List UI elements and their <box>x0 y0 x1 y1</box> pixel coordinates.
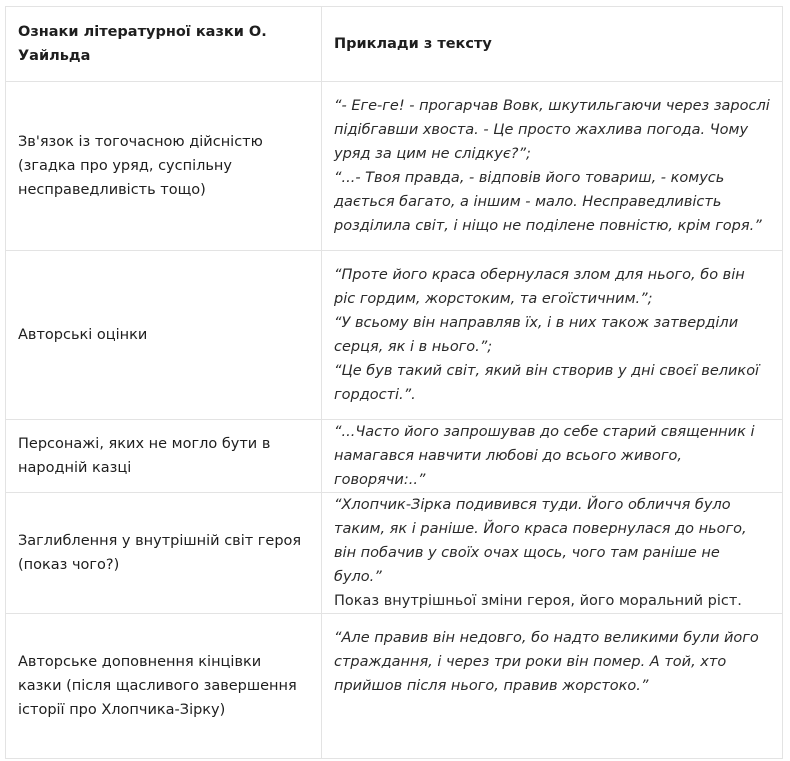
feature-cell: Авторське доповнення кінцівки казки (після щасливого завершення історії про Хлопчика-Зірку) <box>6 614 322 759</box>
example-quote: “- Еге-ге! - прогарчав Вовк, шкутильгаючи через зарослі підібгавши хвоста. - Це просто жахлива погода. Чому уряд за цим не слідкує?”; <box>334 98 770 162</box>
example-quote: “У всьому він направляв їх, і в них також затверділи серця, як і в нього.”; <box>334 315 739 355</box>
table-row <box>6 614 783 759</box>
feature-cell: Зв'язок із тогочасною дійсністю (згадка про уряд, суспільну несправедливість тощо) <box>6 82 322 251</box>
header-features: Ознаки літературної казки О. Уайльда <box>6 7 322 82</box>
example-cell <box>322 420 783 493</box>
feature-cell: Заглиблення у внутрішній світ героя (показ чого?) <box>6 493 322 614</box>
header-examples: Приклади з тексту <box>322 7 783 82</box>
example-quote: “...- Твоя правда, - відповів його товариш, - комусь дається багато, а іншим - мало. Несправедливість розділила світ, і ніщо не поділене повністю, крім горя.” <box>334 170 762 234</box>
features-table <box>5 6 783 759</box>
table-header-row <box>6 7 783 82</box>
table-row <box>6 82 783 251</box>
example-quote: “Але правив він недовго, бо надто великими були його страждання, і через три роки він помер. А той, хто прийшов після нього, правив жорстоко.” <box>334 630 759 694</box>
table-row <box>6 493 783 614</box>
feature-cell: Персонажі, яких не могло бути в народній казці <box>6 420 322 493</box>
example-quote: “...Часто його запрошував до себе старий священник і намагався навчити любові до всього живого, говорячи:..” <box>334 424 755 488</box>
example-cell <box>322 614 783 759</box>
example-quote: “Хлопчик-Зірка подивився туди. Його обличчя було таким, як і раніше. Його краса повернулася до нього, він побачив у своїх очах щось, чого там раніше не було.” <box>334 497 747 585</box>
example-cell <box>322 493 783 614</box>
example-note: Показ внутрішньої зміни героя, його моральний ріст. <box>334 593 742 609</box>
example-quote: “Це був такий світ, який він створив у дні своєї великої гордості.”. <box>334 363 760 403</box>
example-cell <box>322 251 783 420</box>
example-cell <box>322 82 783 251</box>
table-row <box>6 420 783 493</box>
example-quote: “Проте його краса обернулася злом для нього, бо він ріс гордим, жорстоким, та егоїстичним.”; <box>334 267 745 307</box>
table-row <box>6 251 783 420</box>
feature-cell: Авторські оцінки <box>6 251 322 420</box>
